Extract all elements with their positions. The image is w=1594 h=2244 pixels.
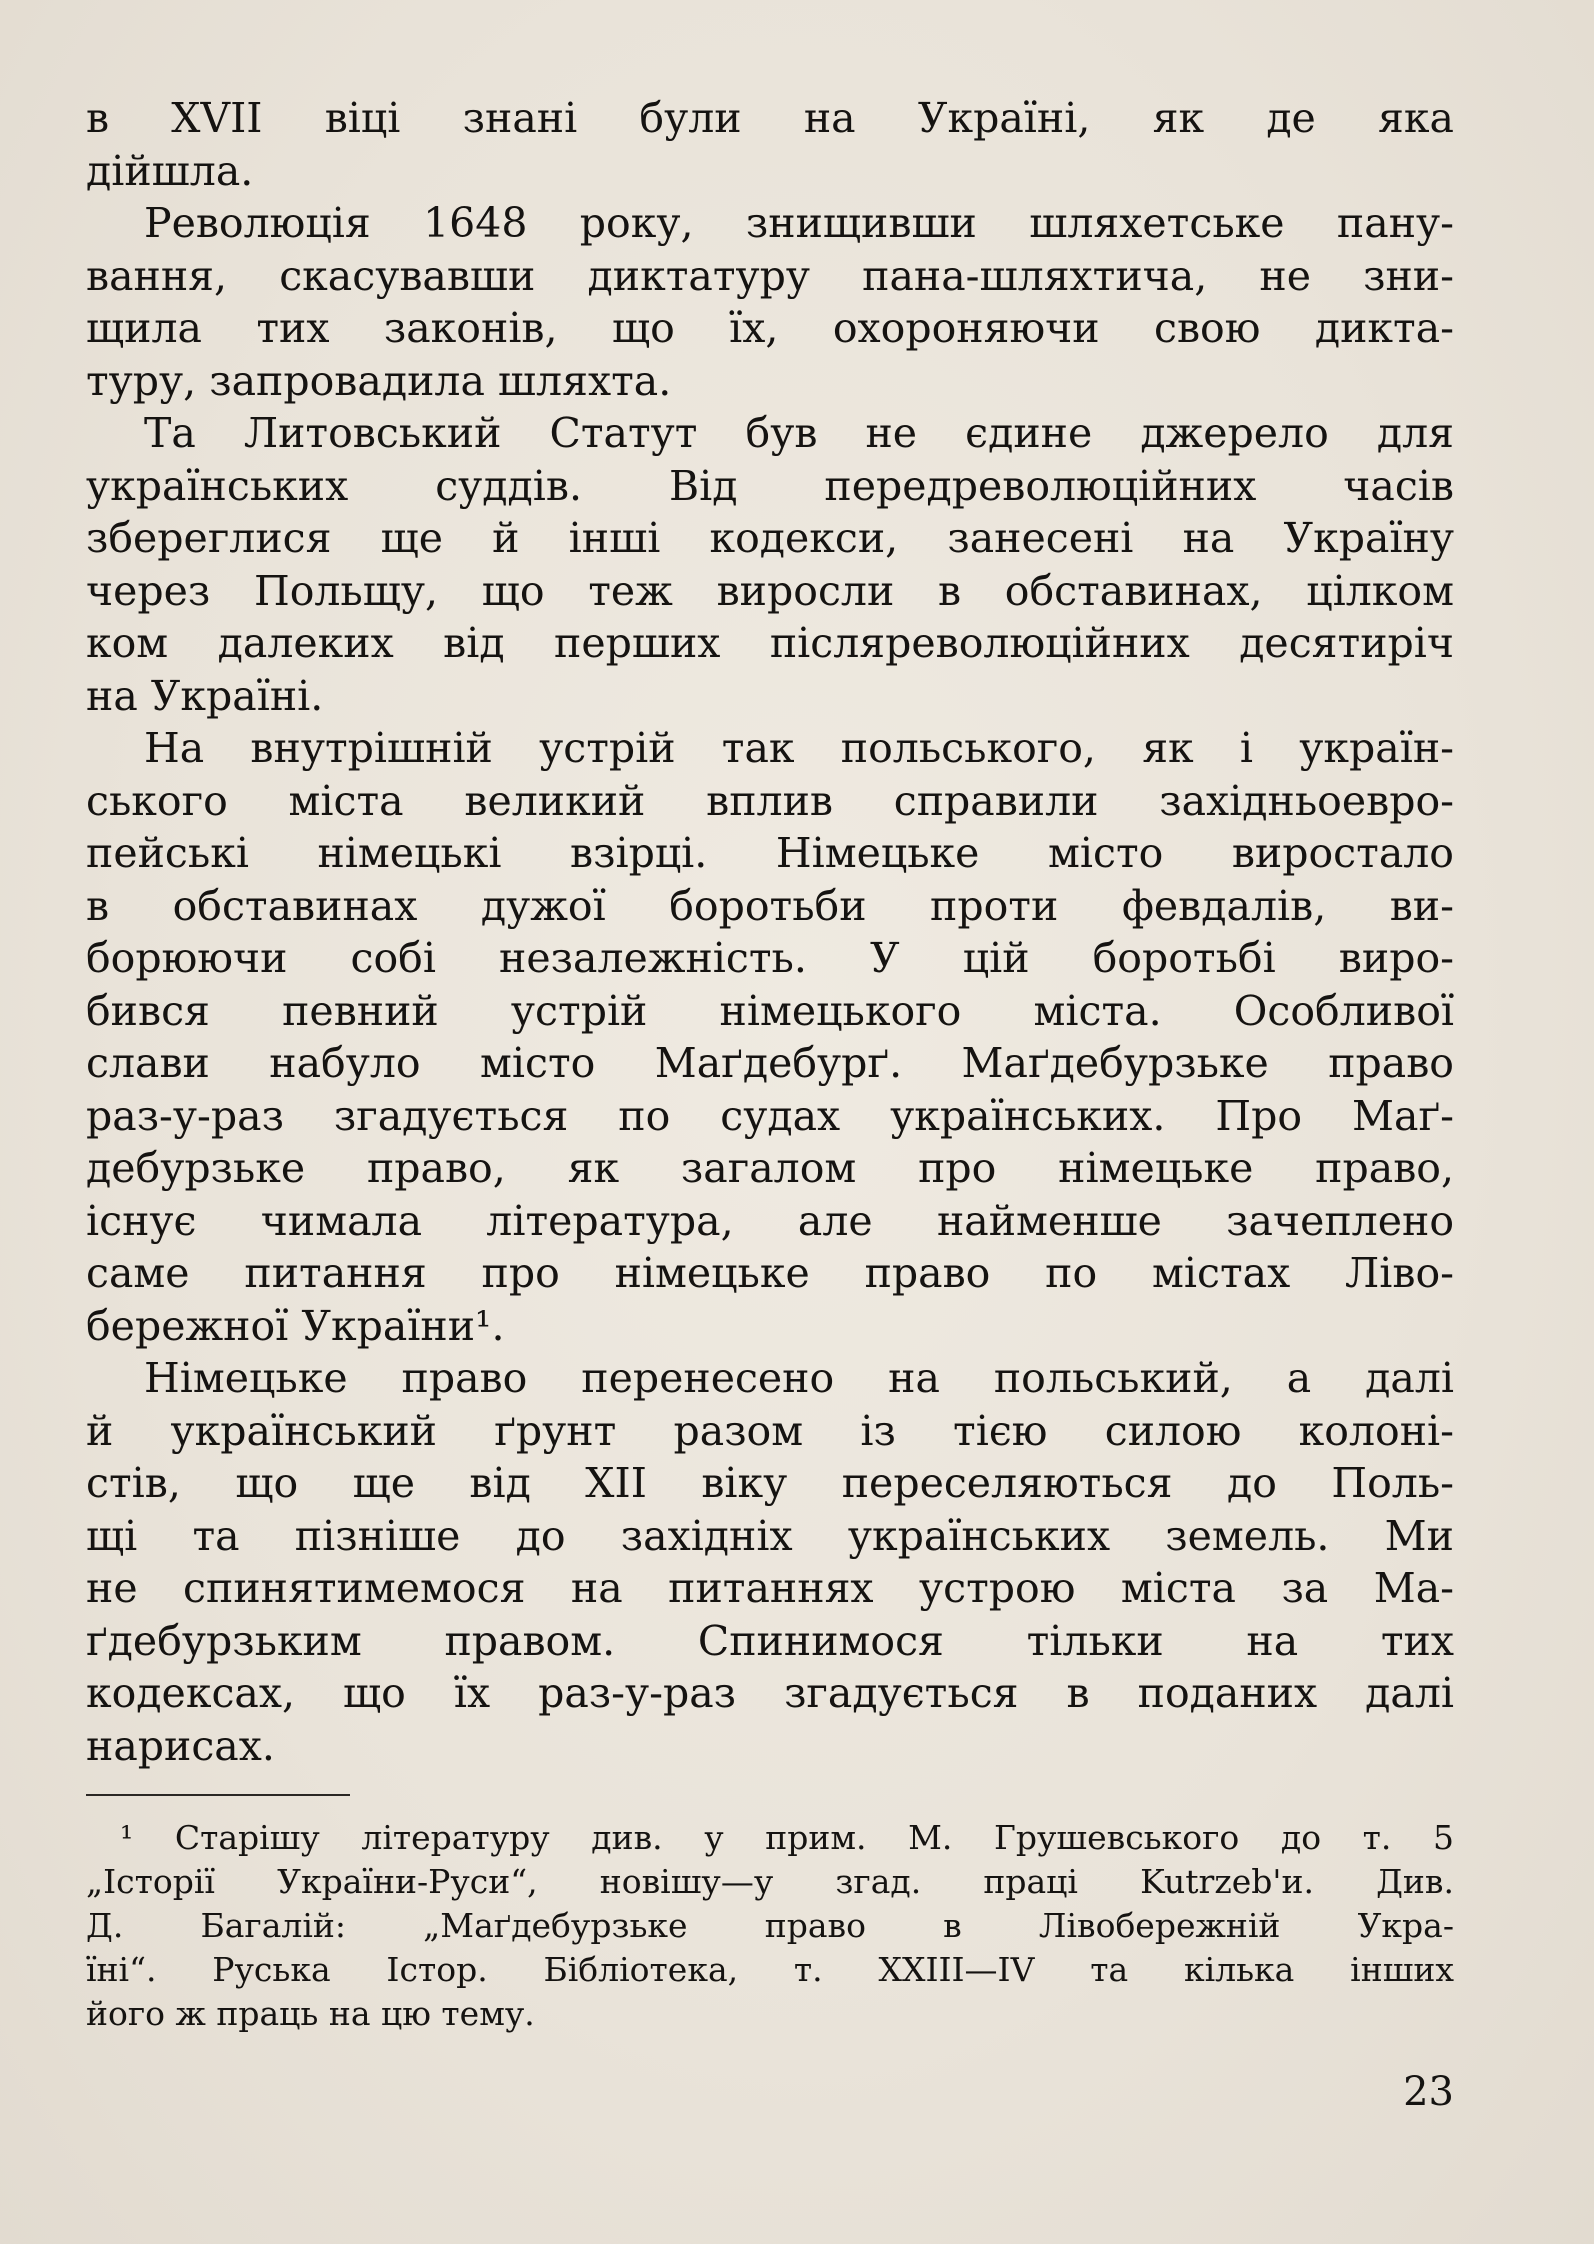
paragraph-start-line: Німецьке право перенесено на польський, а далі [144, 1354, 1454, 1402]
text-line: стів, що ще від XII віку переселяються до Поль- [86, 1459, 1454, 1507]
paragraph-start-line: Та Литовський Статут був не єдине джерело для [144, 409, 1454, 457]
text-line: кодексах, що їх раз-у-раз згадується в поданих далі [86, 1669, 1454, 1717]
footnote-line: ¹ Старішу літературу див. у прим. М. Грушевського до т. 5 [120, 1818, 1454, 1857]
text-line: борюючи собі незалежність. У цій боротьбі виро- [86, 934, 1454, 982]
text-line: українських суддів. Від передреволюційних часів [86, 461, 1454, 510]
text-line: не спинятимемося на питаннях устрою міста за Ма- [86, 1564, 1454, 1612]
footnote-line: їні“. Руська Істор. Бібліотека, т. XXIII—IV та кілька інших [86, 1950, 1454, 1989]
text-line: ського міста великий вплив справили західньоевро- [86, 776, 1454, 825]
text-line: щі та пізніше до західніх українських земель. Ми [86, 1511, 1454, 1560]
text-line: в XVII віці знані були на Україні, як де яка [86, 94, 1454, 142]
text-line: й український ґрунт разом із тією силою колоні- [86, 1406, 1454, 1455]
main-text [86, 92, 1454, 1772]
text-line: бережної України¹. [86, 1301, 505, 1350]
text-line: нарисах. [86, 1721, 275, 1770]
text-line: збереглися ще й інші кодекси, занесені на Україну [86, 514, 1454, 562]
paragraph-start-line: На внутрішній устрій так польського, як і україн- [144, 724, 1454, 772]
footnote-line: „Історії України-Руси“, новішу—у згад. праці Kutrzeb'и. Див. [86, 1862, 1454, 1901]
page-number: 23 [1403, 2069, 1454, 2115]
paragraph-start-line: Революція 1648 року, знищивши шляхетське пану- [144, 199, 1454, 247]
text-line: в обставинах дужої боротьби проти февдалів, ви- [86, 881, 1454, 930]
text-line: туру, запровадила шляхта. [86, 356, 672, 405]
text-line: слави набуло місто Маґдебурґ. Маґдебурзьке право [86, 1039, 1454, 1087]
text-line: ком далеких від перших післяреволюційних десятиріч [86, 619, 1454, 667]
text-line: вання, скасувавши диктатуру пана-шляхтича, не зни- [86, 251, 1454, 300]
footnote-line: його ж праць на цю тему. [86, 1994, 535, 2033]
footnote [86, 1816, 1454, 2036]
footnote-line: Д. Багалій: „Маґдебурзьке право в Лівобережній Укра- [86, 1906, 1454, 1945]
text-line: бився певний устрій німецького міста. Особливої [86, 986, 1454, 1035]
text-line: щила тих законів, що їх, охороняючи свою дикта- [86, 304, 1454, 352]
text-line: пейські німецькі взірці. Німецьке місто виростало [86, 829, 1454, 877]
footnote-divider [86, 1794, 350, 1796]
text-line: існує чимала література, але найменше зачеплено [86, 1196, 1454, 1245]
text-line: через Польщу, що теж виросли в обставинах, цілком [86, 566, 1454, 615]
text-line: ґдебурзьким правом. Спинимося тільки на тих [86, 1616, 1454, 1665]
text-line: на Україні. [86, 671, 324, 720]
text-line: дійшла. [86, 146, 254, 195]
text-line: дебурзьке право, як загалом про німецьке право, [86, 1144, 1454, 1192]
text-line: раз-у-раз згадується по судах українських. Про Маґ- [86, 1091, 1454, 1140]
text-line: саме питання про німецьке право по містах Ліво- [86, 1249, 1454, 1297]
